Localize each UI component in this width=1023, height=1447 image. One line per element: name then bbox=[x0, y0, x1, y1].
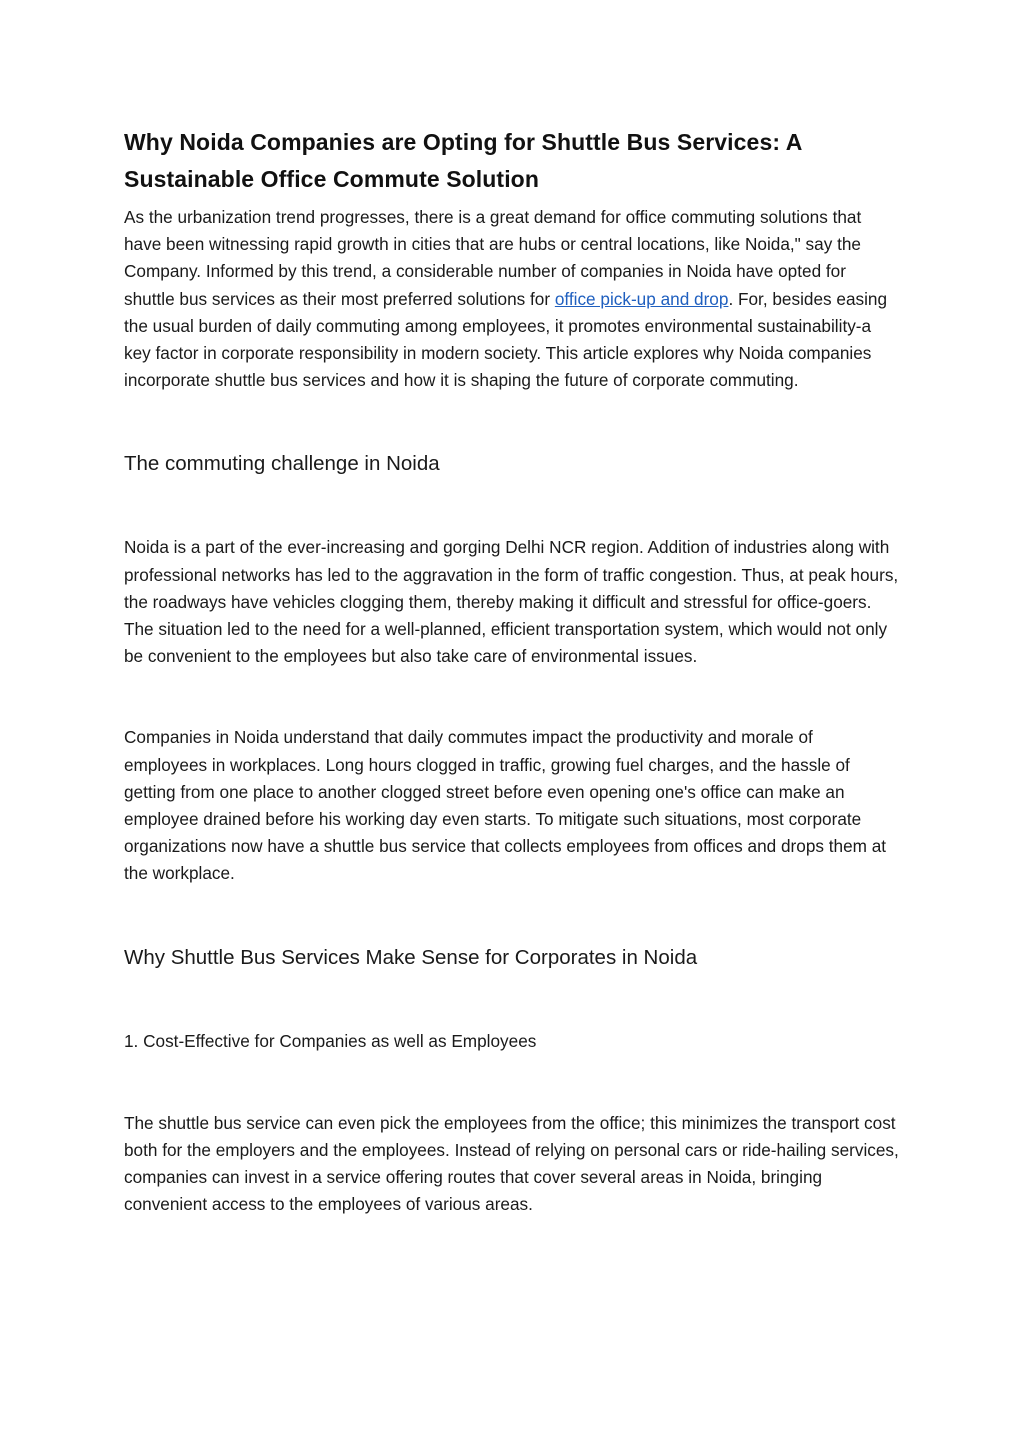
noida-traffic-paragraph: Noida is a part of the ever-increasing and gorging Delhi NCR region. Addition of industries along with professional networks has led to the aggravation in the form of traffic congestion. Thus, at peak hours, the roadways have vehicles clogging them, thereby making it difficult and stressful for office-goers. The situation led to the need for a well-planned, efficient transportation system, which would not only be convenient to the employees but also take care of environmental issues. bbox=[124, 537, 899, 667]
intro-text-after-link: . For, besides easing the usual burden of daily commuting among employees, it promotes environmental sustainability-a key factor in corporate responsibility in modern society. This article explores why Noida companies incorporate shuttle bus services and how it is shaping the future of corporate commuting. bbox=[124, 288, 888, 391]
intro-text-before-link: As the urbanization trend progresses, there is a great demand for office commuting solutions that have been witnessing rapid growth in cities that are hubs or central locations, like Noida," say the Company. Informed by this trend, a considerable number of companies in Noida have opted for shuttle bus services as their most preferred solutions for bbox=[124, 207, 862, 309]
intro-paragraph bbox=[124, 204, 899, 394]
cost-effective-subheading: 1. Cost-Effective for Companies as well as Employees bbox=[124, 1030, 537, 1051]
companies-commute-paragraph: Companies in Noida understand that daily commutes impact the productivity and morale of employees in workplaces. Long hours clogged in traffic, growing fuel charges, and the hassle of getting from one place to another clogged street before even opening one's office can make an employee drained before his working day even starts. To mitigate such situations, most corporate organizations now have a shuttle bus service that collects employees from offices and drops them at the workplace. bbox=[124, 727, 887, 884]
why-shuttle-heading: Why Shuttle Bus Services Make Sense for Corporates in Noida bbox=[124, 945, 698, 969]
shuttle-cost-paragraph: The shuttle bus service can even pick the employees from the office; this minimizes the transport cost both for the employers and the employees. Instead of relying on personal cars or ride-hailing services, companies can invest in a service offering routes that cover several areas in Noida, bringing convenient access to the employees of various areas. bbox=[124, 1112, 899, 1215]
office-pick-up-and-drop-link[interactable]: office pick-up and drop bbox=[554, 288, 729, 309]
document-page bbox=[124, 124, 899, 1218]
document-title: Why Noida Companies are Opting for Shuttle Bus Services: A Sustainable Office Commute Solution bbox=[124, 129, 802, 192]
commuting-challenge-heading: The commuting challenge in Noida bbox=[124, 452, 440, 476]
